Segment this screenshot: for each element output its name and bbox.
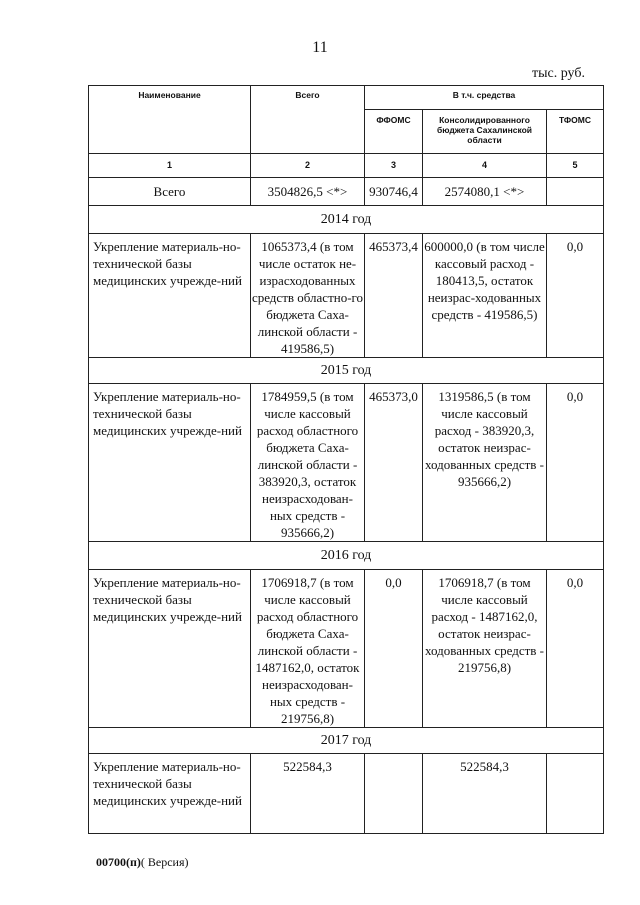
table-row <box>89 570 604 728</box>
page-number: 11 <box>312 39 328 56</box>
year-row <box>89 206 604 234</box>
col-number: 5 <box>547 154 604 178</box>
row-name: Укрепление материаль-но-технической базы медицинских учрежде-ний <box>89 570 251 728</box>
document-footer <box>96 855 189 870</box>
row-tfoms: 0,0 <box>547 570 604 728</box>
header-total: Всего <box>251 86 365 154</box>
row-total: 1784959,5 (в том числе кассовый расход областного бюджета Саха-линской области - 383920,3, остаток неизрасходован-ных средств - 935666,2) <box>251 384 365 542</box>
row-tfoms: 0,0 <box>547 384 604 542</box>
header-consolidated: Консолидированного бюджета Сахалинской области <box>423 110 547 154</box>
year-row <box>89 728 604 754</box>
row-name: Укрепление материаль-но-технической базы медицинских учрежде-ний <box>89 234 251 358</box>
row-consolidated: 1319586,5 (в том числе кассовый расход - 383920,3, остаток неизрас-ходованных средств - 935666,2) <box>423 384 547 542</box>
table-row <box>89 234 604 358</box>
row-consolidated: 522584,3 <box>423 754 547 834</box>
total-consolidated: 2574080,1 <*> <box>423 178 547 206</box>
col-number: 4 <box>423 154 547 178</box>
row-total: 1706918,7 (в том числе кассовый расход областного бюджета Саха-линской области - 1487162,0, остаток неизрасходован-ных средств - 219756,8) <box>251 570 365 728</box>
table-row <box>89 754 604 834</box>
header-incl: В т.ч. средства <box>365 86 604 110</box>
year-row <box>89 358 604 384</box>
column-number-row <box>89 154 604 178</box>
year-label: 2017 год <box>89 728 604 754</box>
col-number: 1 <box>89 154 251 178</box>
row-ffoms: 0,0 <box>365 570 423 728</box>
row-name: Укрепление материаль-но-технической базы медицинских учрежде-ний <box>89 754 251 834</box>
document-version: ( Версия) <box>140 855 189 869</box>
total-row <box>89 178 604 206</box>
row-ffoms: 465373,4 <box>365 234 423 358</box>
year-label: 2014 год <box>89 206 604 234</box>
row-total: 1065373,4 (в том числе остаток не-израсходованных средств областно-го бюджета Саха-линской области - 419586,5) <box>251 234 365 358</box>
col-number: 3 <box>365 154 423 178</box>
header-name: Наименование <box>89 86 251 154</box>
row-ffoms: 465373,0 <box>365 384 423 542</box>
row-consolidated: 1706918,7 (в том числе кассовый расход - 1487162,0, остаток неизрас-ходованных средств - 219756,8) <box>423 570 547 728</box>
total-value: 3504826,5 <*> <box>251 178 365 206</box>
header-ffoms: ФФОМС <box>365 110 423 154</box>
year-row <box>89 542 604 570</box>
row-ffoms <box>365 754 423 834</box>
budget-table <box>88 85 604 834</box>
document-code: 00700(п) <box>96 855 141 869</box>
row-total: 522584,3 <box>251 754 365 834</box>
year-label: 2015 год <box>89 358 604 384</box>
total-ffoms: 930746,4 <box>365 178 423 206</box>
col-number: 2 <box>251 154 365 178</box>
year-label: 2016 год <box>89 542 604 570</box>
units-label: тыс. руб. <box>532 66 585 81</box>
total-tfoms <box>547 178 604 206</box>
table-row <box>89 384 604 542</box>
row-tfoms: 0,0 <box>547 234 604 358</box>
row-tfoms <box>547 754 604 834</box>
total-label: Всего <box>89 178 251 206</box>
row-consolidated: 600000,0 (в том числе кассовый расход - 180413,5, остаток неизрас-ходованных средств - 419586,5) <box>423 234 547 358</box>
header-tfoms: ТФОМС <box>547 110 604 154</box>
row-name: Укрепление материаль-но-технической базы медицинских учрежде-ний <box>89 384 251 542</box>
